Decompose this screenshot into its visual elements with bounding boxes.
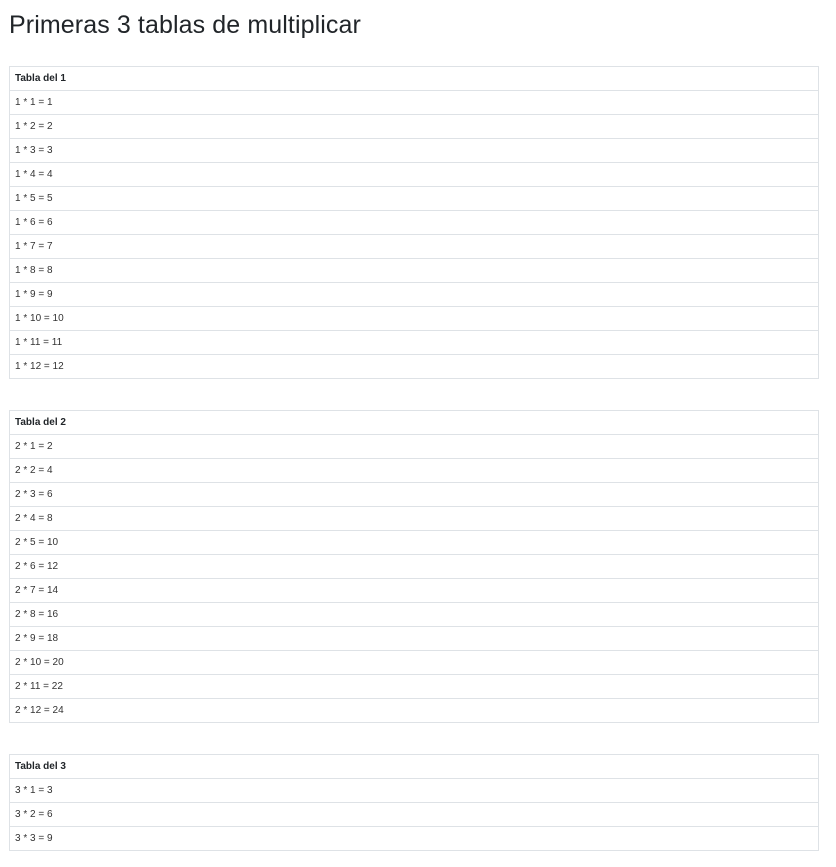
table-row <box>10 115 819 139</box>
table-cell: 2 * 5 = 10 <box>10 531 819 555</box>
table-cell: 1 * 12 = 12 <box>10 355 819 379</box>
table-row <box>10 531 819 555</box>
table-row <box>10 803 819 827</box>
table-row <box>10 459 819 483</box>
table-cell: 2 * 11 = 22 <box>10 675 819 699</box>
table-cell: 1 * 11 = 11 <box>10 331 819 355</box>
table-cell: 2 * 2 = 4 <box>10 459 819 483</box>
table-cell: 1 * 9 = 9 <box>10 283 819 307</box>
table-row <box>10 779 819 803</box>
table-header-row <box>10 411 819 435</box>
table-cell: 2 * 7 = 14 <box>10 579 819 603</box>
table-row <box>10 211 819 235</box>
table-row <box>10 307 819 331</box>
table-cell: 1 * 4 = 4 <box>10 163 819 187</box>
table-cell: 2 * 4 = 8 <box>10 507 819 531</box>
table-cell: 2 * 10 = 20 <box>10 651 819 675</box>
table-cell: 2 * 12 = 24 <box>10 699 819 723</box>
multiplication-table-1 <box>9 66 819 379</box>
table-row <box>10 259 819 283</box>
table-row <box>10 283 819 307</box>
table-row <box>10 603 819 627</box>
table-row <box>10 91 819 115</box>
table-cell: 2 * 3 = 6 <box>10 483 819 507</box>
page-title: Primeras 3 tablas de multiplicar <box>9 11 361 39</box>
table-cell: 1 * 6 = 6 <box>10 211 819 235</box>
table-cell: 1 * 5 = 5 <box>10 187 819 211</box>
table-cell: 1 * 1 = 1 <box>10 91 819 115</box>
table-row <box>10 555 819 579</box>
table-row <box>10 435 819 459</box>
table-cell: 1 * 2 = 2 <box>10 115 819 139</box>
table-row <box>10 579 819 603</box>
table-row <box>10 235 819 259</box>
table-row <box>10 627 819 651</box>
table-header-row <box>10 67 819 91</box>
table-row <box>10 507 819 531</box>
table-cell: 3 * 3 = 9 <box>10 827 819 851</box>
multiplication-table-3 <box>9 754 819 851</box>
tables-container <box>9 66 819 851</box>
table-cell: 3 * 2 = 6 <box>10 803 819 827</box>
table-cell: 3 * 1 = 3 <box>10 779 819 803</box>
table-row <box>10 187 819 211</box>
table-cell: 1 * 10 = 10 <box>10 307 819 331</box>
table-cell: 2 * 8 = 16 <box>10 603 819 627</box>
table-row <box>10 483 819 507</box>
table-row <box>10 139 819 163</box>
table-cell: 1 * 7 = 7 <box>10 235 819 259</box>
table-row <box>10 675 819 699</box>
table-row <box>10 163 819 187</box>
table-row <box>10 331 819 355</box>
table-cell: 1 * 3 = 3 <box>10 139 819 163</box>
table-cell: 2 * 1 = 2 <box>10 435 819 459</box>
table-row <box>10 699 819 723</box>
table-cell: 1 * 8 = 8 <box>10 259 819 283</box>
table-cell: 2 * 6 = 12 <box>10 555 819 579</box>
multiplication-table-2 <box>9 410 819 723</box>
page <box>0 7 836 851</box>
table-row <box>10 355 819 379</box>
table-header: Tabla del 1 <box>10 67 819 91</box>
table-header: Tabla del 2 <box>10 411 819 435</box>
table-cell: 2 * 9 = 18 <box>10 627 819 651</box>
table-header-row <box>10 755 819 779</box>
table-header: Tabla del 3 <box>10 755 819 779</box>
table-row <box>10 827 819 851</box>
table-row <box>10 651 819 675</box>
